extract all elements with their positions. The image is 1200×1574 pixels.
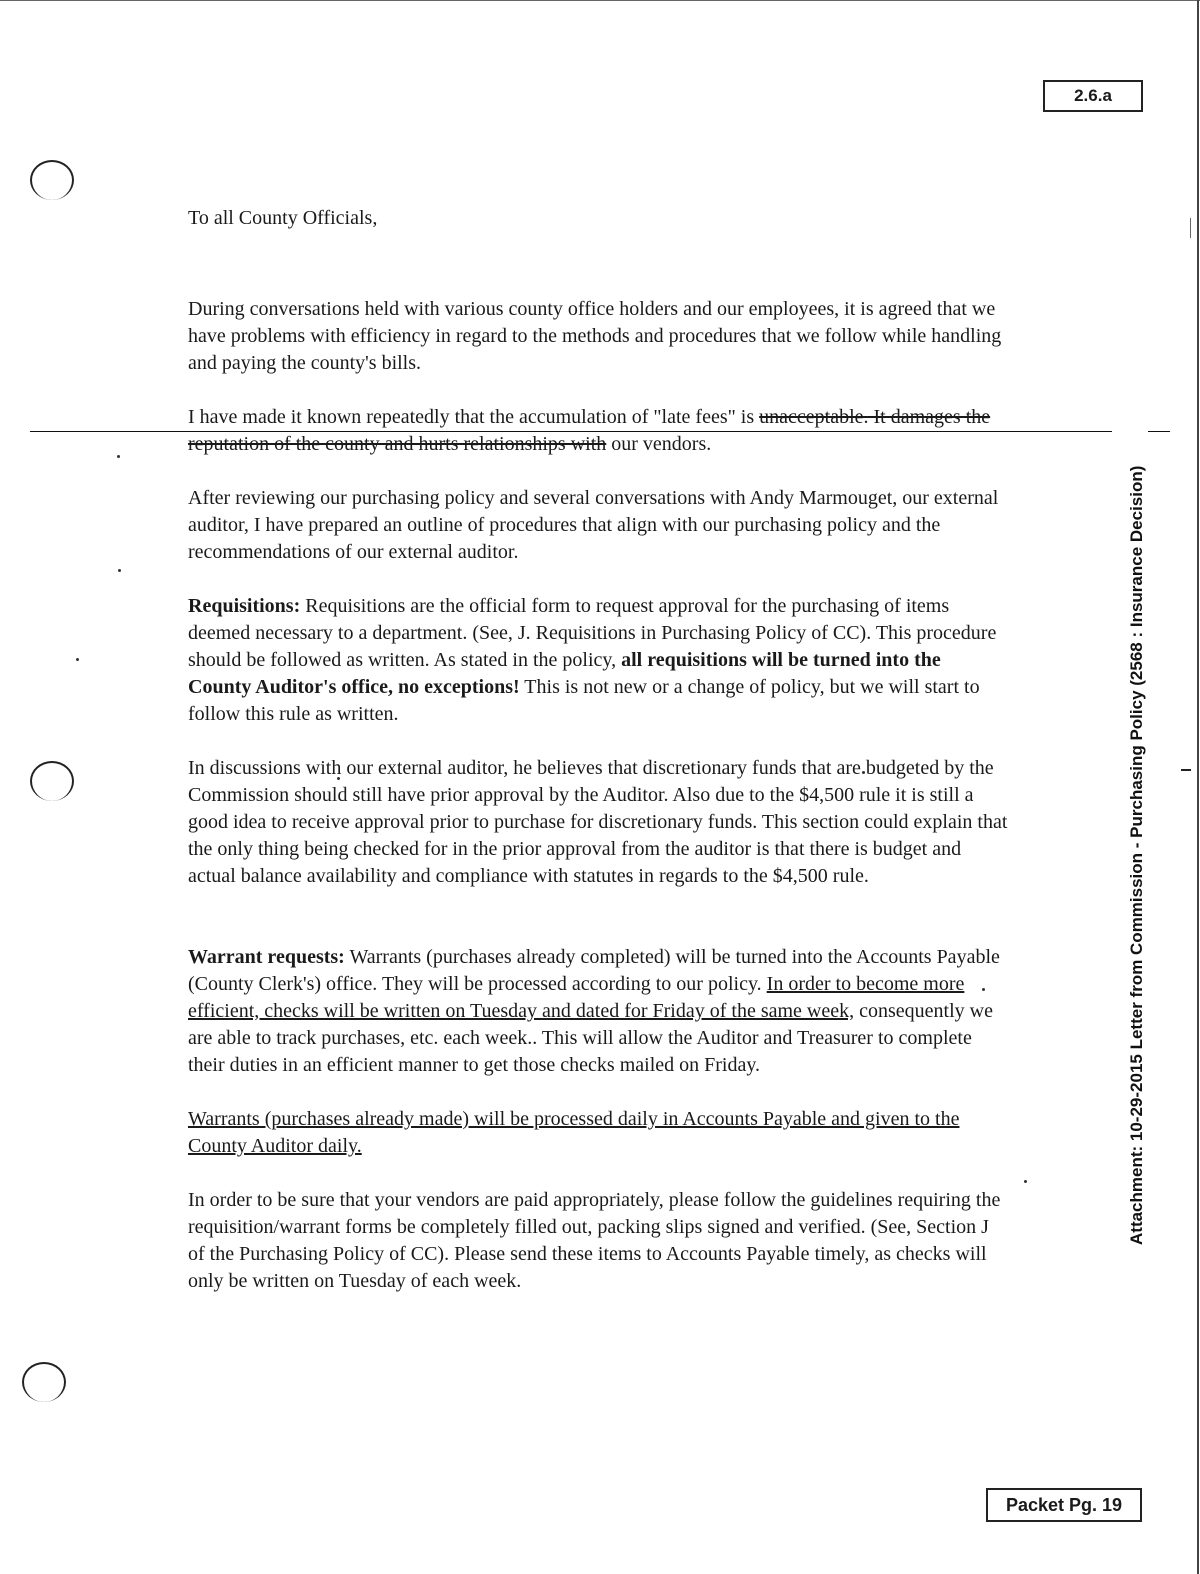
scan-speck (1024, 1180, 1027, 1183)
late-fees-text-end: our vendors. (606, 433, 712, 455)
requisitions-text-end: This is not new or a change of policy, but we will start to follow this rule as written. (188, 676, 980, 725)
requisitions-text: Requisitions are the official form to request approval for the purchasing of items deemed necessary to a department. (See, J. Requisitions in Purchasing Policy of CC). This procedure should be followed as written. As stated in the policy, (188, 595, 997, 671)
paragraph-warrants-daily: Warrants (purchases already made) will be processed daily in Accounts Payable and given to the County Auditor daily. (188, 1108, 960, 1157)
letter-body (188, 205, 1008, 1322)
warrant-text-end: consequently we are able to track purchases, etc. each week.. This will allow the Auditor and Treasurer to complete their duties in an efficient manner to get those checks mailed on Friday. (188, 1000, 993, 1076)
warrant-requests-heading: Warrant requests: (188, 946, 345, 968)
scan-mark (1181, 769, 1191, 771)
strike-rule (1148, 431, 1170, 432)
punch-hole-icon (30, 160, 74, 200)
scan-speck (118, 569, 121, 572)
scan-edge-right (1197, 0, 1199, 1574)
paragraph-auditor-review: After reviewing our purchasing policy and several conversations with Andy Marmouget, our external auditor, I have prepared an outline of procedures that align with our purchasing policy and the recommendations of our external auditor. (188, 487, 999, 563)
paragraph-warrant-requests (188, 944, 1008, 1079)
scan-edge-top (0, 0, 1200, 1)
attachment-side-label: Attachment: 10-29-2015 Letter from Commission - Purchasing Policy (2568 : Insurance Decision) (1127, 465, 1146, 1245)
warrant-underlined-text: In order to become more efficient, checks will be written on Tuesday and dated for Friday of the same week, (188, 973, 965, 1022)
warrant-text: Warrants (purchases already completed) will be turned into the Accounts Payable (County Clerk's) office. They will be processed according to our policy. (188, 946, 1000, 995)
paragraph-efficiency: During conversations held with various county office holders and our employees, it is agreed that we have problems with efficiency in regard to the methods and procedures that we follow while handling and paying the county's bills. (188, 298, 1002, 374)
paragraph-vendor-payment: In order to be sure that your vendors are paid appropriately, please follow the guidelines requiring the requisition/warrant forms be completely filled out, packing slips signed and verified. (See, Section J of the Purchasing Policy of CC). Please send these items to Accounts Payable timely, as checks will only be written on Tuesday of each week. (188, 1189, 1001, 1292)
paragraph-requisitions (188, 593, 1008, 728)
punch-hole-icon (30, 761, 74, 801)
struck-text: unacceptable. It damages the reputation of the county and hurts relationships with (188, 406, 991, 455)
scan-mark (1190, 218, 1191, 238)
paragraph-late-fees (188, 404, 1008, 458)
scan-speck (76, 658, 79, 661)
paragraph-discretionary-funds: In discussions with our external auditor, he believes that discretionary funds that are budgeted by the Commission should still have prior approval by the Auditor. Also due to the $4,500 rule it is still a good idea to receive approval prior to purchase for discretionary funds. This section could explain that the only thing being checked for in the prior approval from the auditor is that there is budget and actual balance availability and compliance with statutes in regards to the $4,500 rule. (188, 757, 1008, 887)
late-fees-text: I have made it known repeatedly that the accumulation of "late fees" is (188, 406, 760, 428)
requisitions-heading: Requisitions: (188, 595, 301, 617)
scan-speck (117, 455, 120, 458)
requisitions-emphasis: all requisitions will be turned into the County Auditor's office, no exceptions! (188, 649, 941, 698)
salutation: To all County Officials, (188, 207, 378, 229)
punch-hole-icon (22, 1362, 66, 1402)
page-section-stamp: 2.6.a (1043, 80, 1143, 112)
packet-page-stamp: Packet Pg. 19 (986, 1488, 1142, 1522)
